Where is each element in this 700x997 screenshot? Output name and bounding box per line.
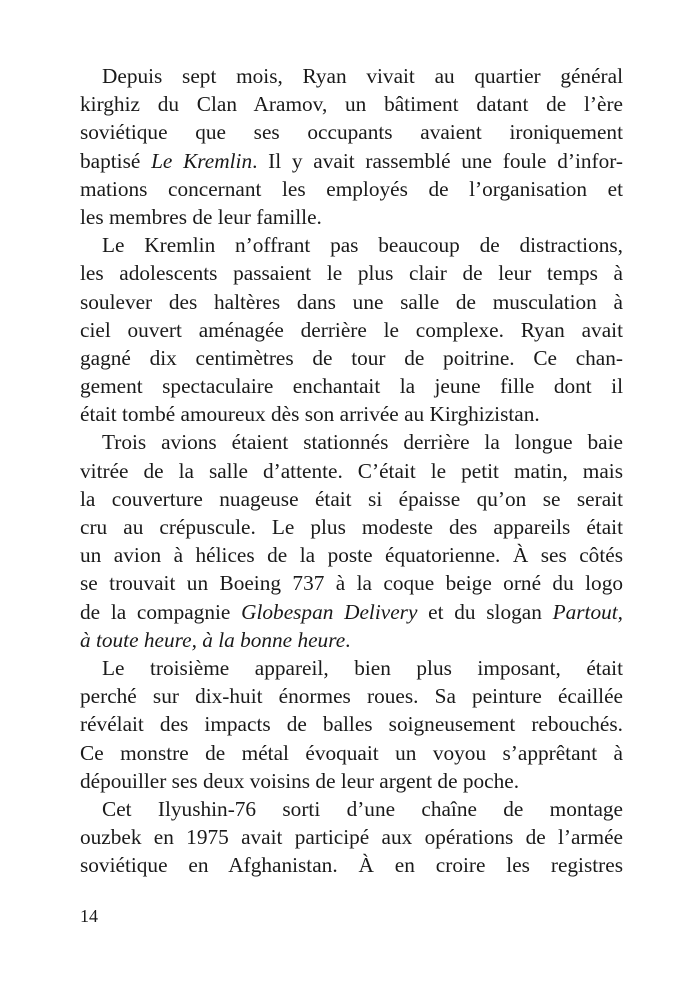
text-line: [80, 513, 623, 541]
text-line: [80, 118, 623, 146]
text-line: [80, 569, 623, 597]
text-line: [80, 682, 623, 710]
text-line: [80, 372, 623, 400]
text-line: [80, 795, 623, 823]
text-segment: et du slogan: [417, 599, 553, 624]
text-segment: mations concernant les employés de l’organisation et: [80, 176, 623, 201]
text-segment: de la compagnie: [80, 599, 242, 624]
text-segment: soviétique que ses occupants avaient ironiquement: [80, 120, 623, 145]
text-segment: ciel ouvert aménagée derrière le complexe. Ryan avait: [80, 317, 623, 342]
body-text: [80, 62, 623, 879]
text-line: [80, 598, 623, 626]
text-line: [80, 654, 623, 682]
text-line: [80, 259, 623, 287]
text-segment: Ce monstre de métal évoquait un voyou s’apprêtant à: [80, 740, 623, 765]
text-line: [80, 710, 623, 738]
text-segment: ouzbek en 1975 avait participé aux opérations de l’armée: [80, 825, 623, 850]
text-segment: Trois avions étaient stationnés derrière la longue baie: [102, 430, 623, 455]
text-segment: cru au crépuscule. Le plus modeste des appareils était: [80, 515, 623, 539]
text-segment: était tombé amoureux dès son arrivée au Kirghizistan.: [80, 402, 540, 427]
text-line: [80, 428, 623, 456]
text-segment: se trouvait un Boeing 737 à la coque beige orné du logo: [80, 571, 623, 596]
text-line: [80, 767, 623, 795]
text-segment: dépouiller ses deux voisins de leur argent de poche.: [80, 768, 520, 793]
text-segment: baptisé: [80, 148, 152, 173]
text-line: [80, 485, 623, 513]
text-line: [80, 400, 623, 428]
text-line: [80, 823, 623, 851]
text-line: [80, 739, 623, 767]
italic-text: à toute heure, à la bonne heure: [80, 627, 346, 652]
text-line: [80, 851, 623, 879]
text-segment: un avion à hélices de la poste équatorienne. À ses côtés: [80, 543, 623, 568]
text-line: [80, 316, 623, 344]
text-segment: gement spectaculaire enchantait la jeune fille dont il: [80, 374, 623, 399]
text-line: [80, 203, 623, 231]
text-segment: la couverture nuageuse était si épaisse qu’on se serait: [80, 486, 623, 511]
text-line: [80, 344, 623, 372]
text-segment: . Il y avait rassemblé une foule d’infor-: [252, 148, 624, 173]
text-line: [80, 541, 623, 569]
text-line: [80, 231, 623, 259]
text-segment: kirghiz du Clan Aramov, un bâtiment datant de l’ère: [80, 92, 623, 117]
text-line: [80, 288, 623, 316]
text-segment: Cet Ilyushin-76 sorti d’une chaîne de montage: [102, 796, 623, 821]
text-line: [80, 90, 623, 118]
page-number: 14: [80, 906, 98, 926]
text-segment: Le troisième appareil, bien plus imposant, était: [102, 655, 623, 680]
text-line: [80, 62, 623, 90]
text-segment: Le Kremlin n’offrant pas beaucoup de distractions,: [102, 233, 623, 258]
text-segment: .: [345, 627, 351, 652]
text-line: [80, 626, 623, 654]
italic-text: Globespan Delivery: [241, 599, 418, 624]
text-line: [80, 147, 623, 175]
text-segment: gagné dix centimètres de tour de poitrine. Ce chan-: [80, 345, 623, 370]
text-segment: soulever des haltères dans une salle de musculation à: [80, 289, 623, 314]
text-segment: les membres de leur famille.: [80, 204, 322, 229]
italic-text: Partout,: [552, 599, 623, 624]
text-line: [80, 457, 623, 485]
text-segment: soviétique en Afghanistan. À en croire les registres: [80, 853, 623, 878]
italic-text: Le Kremlin: [151, 148, 253, 173]
text-segment: perché sur dix-huit énormes roues. Sa peinture écaillée: [80, 684, 623, 709]
text-segment: les adolescents passaient le plus clair de leur temps à: [80, 261, 623, 286]
text-line: [80, 175, 623, 203]
text-segment: vitrée de la salle d’attente. C’était le petit matin, mais: [80, 458, 623, 483]
text-segment: révélait des impacts de balles soigneusement rebouchés.: [80, 712, 623, 737]
text-segment: Depuis sept mois, Ryan vivait au quartier général: [102, 64, 623, 88]
